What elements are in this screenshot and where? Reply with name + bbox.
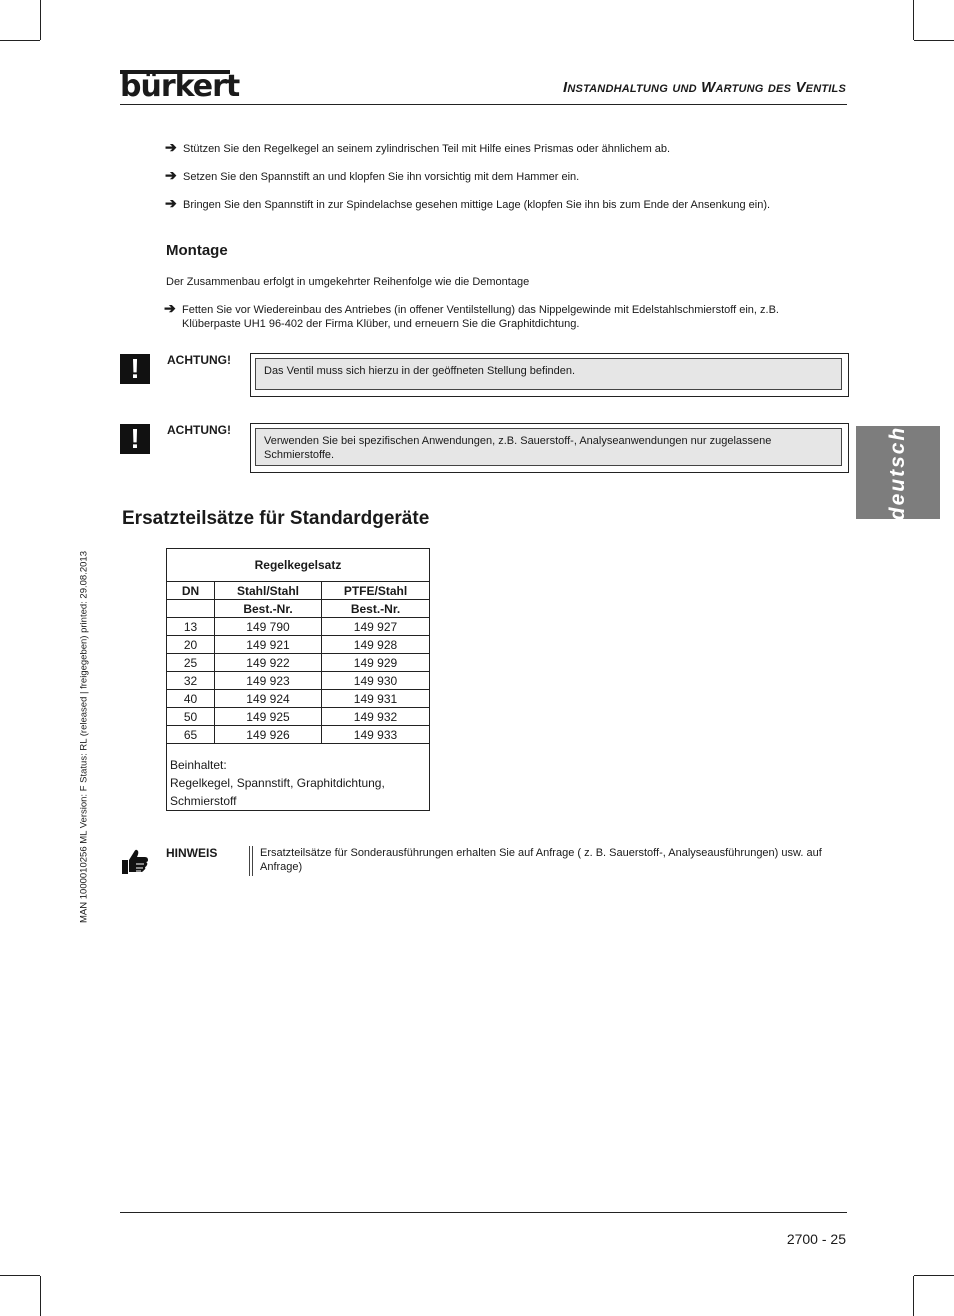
table-cell-dn: 13 [167, 618, 215, 636]
table-subheader: Best.-Nr. [215, 600, 322, 618]
crop-mark [0, 1275, 40, 1276]
step-text: Setzen Sie den Spannstift an und klopfen Sie ihn vorsichtig mit dem Hammer ein. [183, 171, 580, 183]
table-cell: 149 933 [322, 726, 430, 744]
document-meta: MAN 1000010256 ML Version: F Status: RL (released | freigegeben) printed: 29.08.2013 [78, 551, 90, 923]
section-heading: Ersatzteilsätze für Standardgeräte [122, 508, 430, 529]
table-footnote [167, 744, 430, 811]
table-cell: 149 932 [322, 708, 430, 726]
montage-heading: Montage [166, 242, 228, 259]
table-header-dn: DN [167, 582, 215, 600]
arrow-icon: ➔ [165, 167, 177, 183]
table-cell: 149 929 [322, 654, 430, 672]
burkert-logo: bürkert [120, 69, 240, 104]
table-cell-dn: 65 [167, 726, 215, 744]
crop-mark [40, 0, 41, 40]
crop-mark [913, 1276, 914, 1316]
hinweis-bar [249, 846, 250, 876]
step-text: Stützen Sie den Regelkegel an seinem zylindrischen Teil mit Hilfe eines Prismas oder ähnlichem ab. [183, 143, 671, 155]
table-header-ptfe: PTFE/Stahl [322, 582, 430, 600]
table-cell-dn: 25 [167, 654, 215, 672]
table-cell: 149 928 [322, 636, 430, 654]
header-title: Instandhaltung und Wartung des Ventils [563, 79, 846, 96]
step-item [165, 167, 843, 184]
table-header-stahl: Stahl/Stahl [215, 582, 322, 600]
crop-mark [0, 40, 40, 41]
table-cell: 149 922 [215, 654, 322, 672]
table-cell: 149 925 [215, 708, 322, 726]
warning-text: Das Ventil muss sich hierzu in der geöffneten Stellung befinden. [255, 358, 842, 390]
warning-label: ACHTUNG! [167, 423, 231, 437]
table-title: Regelkegelsatz [167, 549, 430, 582]
montage-step-line2: Klüberpaste UH1 96-402 der Firma Klüber, und erneuern Sie die Graphitdichtung. [182, 318, 580, 330]
header-rule [120, 104, 847, 105]
crop-mark [914, 40, 954, 41]
arrow-icon: ➔ [165, 139, 177, 155]
table-cell: 149 926 [215, 726, 322, 744]
table-row [167, 636, 430, 654]
warning-label: ACHTUNG! [167, 353, 231, 367]
footer-rule [120, 1212, 847, 1213]
table-row [167, 726, 430, 744]
table-cell: 149 790 [215, 618, 322, 636]
table-cell-dn: 50 [167, 708, 215, 726]
crop-mark [914, 1275, 954, 1276]
table-footnote-line: Beinhaltet: [170, 758, 227, 772]
table-cell: 149 927 [322, 618, 430, 636]
table-footnote-line: Regelkegel, Spannstift, Graphitdichtung, [170, 776, 385, 790]
step-item [165, 195, 843, 212]
warning-icon: ! [120, 354, 150, 384]
hinweis-bar [252, 846, 253, 876]
crop-mark [913, 0, 914, 40]
table-cell: 149 931 [322, 690, 430, 708]
table-subheader: Best.-Nr. [322, 600, 430, 618]
table-cell: 149 930 [322, 672, 430, 690]
language-tab [856, 426, 940, 519]
table-row [167, 708, 430, 726]
table-row [167, 672, 430, 690]
step-item [165, 139, 843, 156]
montage-step-line1: Fetten Sie vor Wiedereinbau des Antriebes (in offener Ventilstellung) das Nippelgewinde mit Edelstahlschmierstoff ein, z.B. [182, 304, 779, 316]
hinweis-text: Ersatzteilsätze für Sonderausführungen erhalten Sie auf Anfrage ( z. B. Sauerstoff-, Analyseausführungen) usw. auf Anfrage) [260, 847, 822, 873]
warning-icon: ! [120, 424, 150, 454]
table-cell: 149 923 [215, 672, 322, 690]
warning-text: Verwenden Sie bei spezifischen Anwendungen, z.B. Sauerstoff-, Analyseanwendungen nur zugelassene Schmierstoffe. [255, 428, 842, 466]
montage-step [164, 300, 842, 331]
table-cell-dn: 20 [167, 636, 215, 654]
arrow-icon: ➔ [165, 195, 177, 211]
hinweis-label: HINWEIS [166, 846, 218, 860]
thumbs-up-icon [120, 846, 150, 876]
arrow-icon: ➔ [164, 300, 176, 316]
table-cell-dn: 40 [167, 690, 215, 708]
language-tab-label: deutsch [886, 425, 909, 520]
table-header-empty [167, 600, 215, 618]
spare-parts-table [166, 548, 430, 811]
crop-mark [40, 1276, 41, 1316]
montage-intro: Der Zusammenbau erfolgt in umgekehrter Reihenfolge wie die Demontage [166, 276, 530, 288]
table-cell: 149 921 [215, 636, 322, 654]
table-cell-dn: 32 [167, 672, 215, 690]
table-row [167, 690, 430, 708]
page-number: 2700 - 25 [786, 1231, 846, 1247]
step-text: Bringen Sie den Spannstift in zur Spindelachse gesehen mittige Lage (klopfen Sie ihn bis zum Ende der Ansenkung ein). [183, 199, 771, 211]
table-footnote-line: Schmierstoff [170, 794, 237, 808]
table-row [167, 618, 430, 636]
table-cell: 149 924 [215, 690, 322, 708]
table-row [167, 654, 430, 672]
